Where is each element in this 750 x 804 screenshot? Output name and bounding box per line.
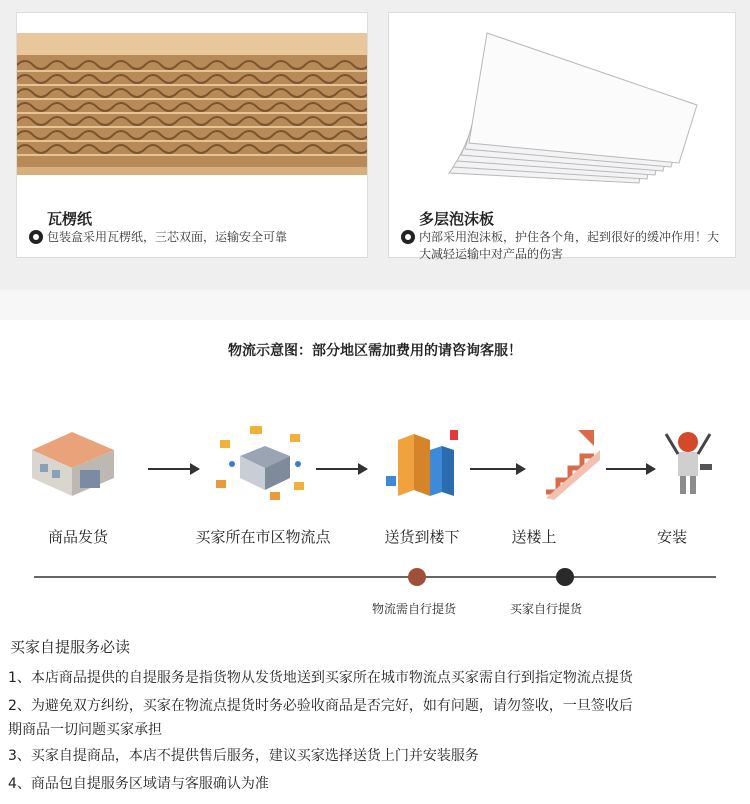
rules-title: 买家自提服务必读 bbox=[10, 638, 131, 656]
logistics-hub-icon bbox=[210, 420, 310, 508]
rule-item: 1、本店商品提供的自提服务是指货物从发货地送到买家所在城市物流点买家需自行到指定物流点提货 bbox=[8, 670, 633, 686]
stairs-icon bbox=[540, 420, 600, 504]
corrugated-paper-image bbox=[17, 13, 367, 185]
rule-item: 4、商品包自提服务区域请与客服确认为准 bbox=[8, 776, 269, 792]
flow-step-label: 商品发货 bbox=[47, 528, 108, 546]
flow-arrow bbox=[316, 468, 366, 470]
timeline-label: 物流需自行提货 bbox=[372, 602, 457, 616]
flow-arrow bbox=[148, 468, 198, 470]
timeline-line bbox=[34, 576, 716, 578]
timeline-marker bbox=[408, 568, 426, 586]
foam-board-card bbox=[388, 12, 736, 261]
rule-item: 期商品一切问题买家承担 bbox=[8, 722, 162, 738]
warehouse-icon bbox=[22, 420, 122, 504]
flow-step-label: 安装 bbox=[656, 528, 687, 546]
flow-step-label: 送货到楼下 bbox=[384, 528, 460, 546]
card-description: 包装盒采用瓦楞纸，三芯双面，运输安全可靠 bbox=[47, 230, 288, 244]
circle-bullet-icon bbox=[29, 230, 43, 244]
card-title: 多层泡沫板 bbox=[419, 210, 495, 228]
rule-item: 2、为避免双方纠纷，买家在物流点提货时务必验收商品是否完好，如有问题，请勿签收，一旦签收后 bbox=[8, 698, 633, 714]
tools-icon bbox=[660, 420, 716, 504]
circle-bullet-icon bbox=[401, 230, 415, 244]
rule-item: 3、买家自提商品，本店不提供售后服务，建议买家选择送货上门并安装服务 bbox=[8, 748, 479, 764]
corrugated-card bbox=[16, 12, 368, 258]
buildings-icon bbox=[378, 420, 468, 504]
section-divider bbox=[0, 290, 750, 320]
flow-step-label: 买家所在市区物流点 bbox=[195, 528, 331, 546]
card-title: 瓦楞纸 bbox=[47, 210, 93, 228]
flow-step-label: 送楼上 bbox=[511, 528, 557, 546]
foam-board-image bbox=[389, 13, 735, 185]
flow-arrow bbox=[606, 468, 654, 470]
timeline-label: 买家自行提货 bbox=[510, 602, 583, 616]
flow-arrow bbox=[470, 468, 524, 470]
card-description: 内部采用泡沫板，护住各个角，起到很好的缓冲作用！大大减轻运输中对产品的伤害 bbox=[419, 230, 720, 261]
logistics-notice: 物流示意图：部分地区需加费用的请咨询客服！ bbox=[228, 343, 522, 359]
timeline-marker bbox=[556, 568, 574, 586]
